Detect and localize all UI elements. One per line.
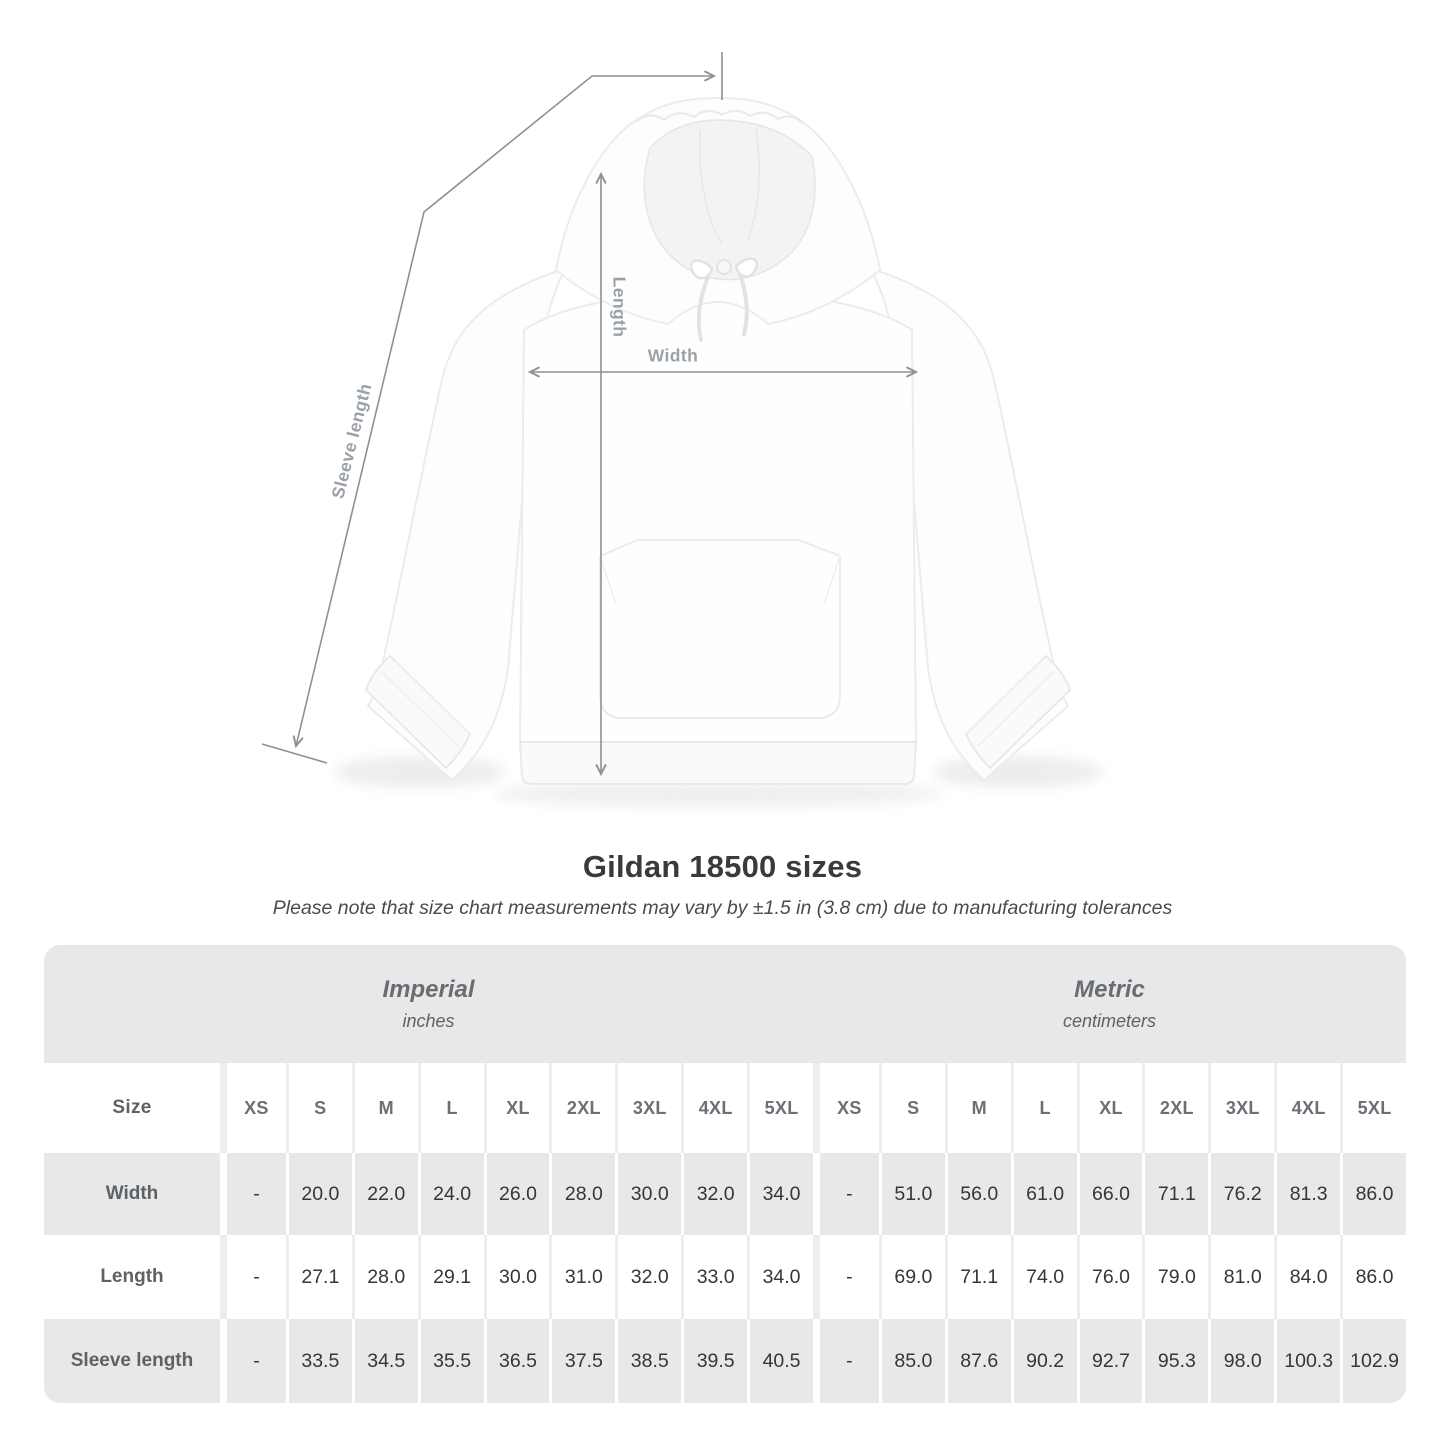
imperial-value: 39.5 [681,1319,747,1403]
size-header-imperial-5xl: 5XL [747,1063,813,1153]
unit-group-imperial-unit: inches [402,1011,455,1031]
hoodie-body [520,292,916,784]
imperial-value: 33.0 [681,1235,747,1319]
imperial-value: - [220,1319,286,1403]
imperial-value: 26.0 [484,1153,550,1235]
size-header-metric-3xl: 3XL [1208,1063,1274,1153]
metric-value: 90.2 [1011,1319,1077,1403]
size-header-imperial-s: S [286,1063,352,1153]
metric-value: 95.3 [1142,1319,1208,1403]
imperial-value: 37.5 [549,1319,615,1403]
tolerance-note: Please note that size chart measurements may vary by ±1.5 in (3.8 cm) due to manufacturing tolerances [272,897,1173,919]
size-header-metric-4xl: 4XL [1274,1063,1340,1153]
size-header-metric-xs: XS [813,1063,879,1153]
hoodie-hem-band [520,742,916,784]
imperial-value: - [220,1153,286,1235]
metric-value: 100.3 [1274,1319,1340,1403]
imperial-value: 36.5 [484,1319,550,1403]
imperial-value: 32.0 [681,1153,747,1235]
unit-group-metric-title: Metric [1074,976,1145,1003]
row-label: Width [44,1153,220,1235]
unit-group-imperial-title: Imperial [382,976,475,1003]
imperial-value: 27.1 [286,1235,352,1319]
imperial-value: 34.0 [747,1153,813,1235]
unit-group-metric [813,945,1406,1063]
imperial-value: 35.5 [418,1319,484,1403]
metric-value: 71.1 [1142,1153,1208,1235]
imperial-value: 31.0 [549,1235,615,1319]
imperial-value: 34.0 [747,1235,813,1319]
metric-value: 76.0 [1077,1235,1143,1319]
metric-value: 79.0 [1142,1235,1208,1319]
size-header-metric-m: M [945,1063,1011,1153]
metric-value: 69.0 [879,1235,945,1319]
metric-value: 84.0 [1274,1235,1340,1319]
imperial-value: 32.0 [615,1235,681,1319]
size-header-imperial-xl: XL [484,1063,550,1153]
imperial-value: 38.5 [615,1319,681,1403]
imperial-value: 22.0 [352,1153,418,1235]
size-header-metric-2xl: 2XL [1142,1063,1208,1153]
hoodie-hood [556,98,880,324]
imperial-value: 30.0 [484,1235,550,1319]
metric-value: 61.0 [1011,1153,1077,1235]
metric-value: 92.7 [1077,1319,1143,1403]
length-measure-label: Length [609,276,630,338]
imperial-value: 30.0 [615,1153,681,1235]
size-header-imperial-l: L [418,1063,484,1153]
size-header-imperial-xs: XS [220,1063,286,1153]
metric-value: 87.6 [945,1319,1011,1403]
metric-value: 66.0 [1077,1153,1143,1235]
page-title: Gildan 18500 sizes [582,849,863,884]
size-table [44,945,1406,1403]
imperial-value: 28.0 [549,1153,615,1235]
imperial-value: 33.5 [286,1319,352,1403]
metric-value: 71.1 [945,1235,1011,1319]
imperial-value: 34.5 [352,1319,418,1403]
size-header-metric-l: L [1011,1063,1077,1153]
imperial-value: 28.0 [352,1235,418,1319]
size-header-imperial-3xl: 3XL [615,1063,681,1153]
size-header-metric-5xl: 5XL [1340,1063,1406,1153]
metric-value: 86.0 [1340,1153,1406,1235]
width-measure-label: Width [647,345,699,366]
metric-value: 81.3 [1274,1153,1340,1235]
unit-group-metric-unit: centimeters [1062,1011,1156,1031]
metric-value: - [813,1153,879,1235]
metric-value: 98.0 [1208,1319,1274,1403]
size-column-header: Size [44,1063,220,1153]
imperial-value: - [220,1235,286,1319]
size-header-imperial-m: M [352,1063,418,1153]
imperial-value: 24.0 [418,1153,484,1235]
sleeve-length-measure-label: Sleeve length [327,381,376,501]
imperial-value: 29.1 [418,1235,484,1319]
size-header-imperial-2xl: 2XL [549,1063,615,1153]
metric-value: - [813,1235,879,1319]
metric-value: - [813,1319,879,1403]
imperial-value: 20.0 [286,1153,352,1235]
metric-value: 81.0 [1208,1235,1274,1319]
unit-group-imperial [44,945,813,1063]
hoodie-kangaroo-pocket [600,540,840,718]
metric-value: 51.0 [879,1153,945,1235]
metric-value: 74.0 [1011,1235,1077,1319]
size-header-metric-xl: XL [1077,1063,1143,1153]
metric-value: 86.0 [1340,1235,1406,1319]
metric-value: 102.9 [1340,1319,1406,1403]
row-label: Sleeve length [44,1319,220,1403]
metric-value: 76.2 [1208,1153,1274,1235]
metric-value: 56.0 [945,1153,1011,1235]
size-header-imperial-4xl: 4XL [681,1063,747,1153]
metric-value: 85.0 [879,1319,945,1403]
row-label: Length [44,1235,220,1319]
imperial-value: 40.5 [747,1319,813,1403]
size-header-metric-s: S [879,1063,945,1153]
sleeve-length-end-tick [262,744,327,763]
